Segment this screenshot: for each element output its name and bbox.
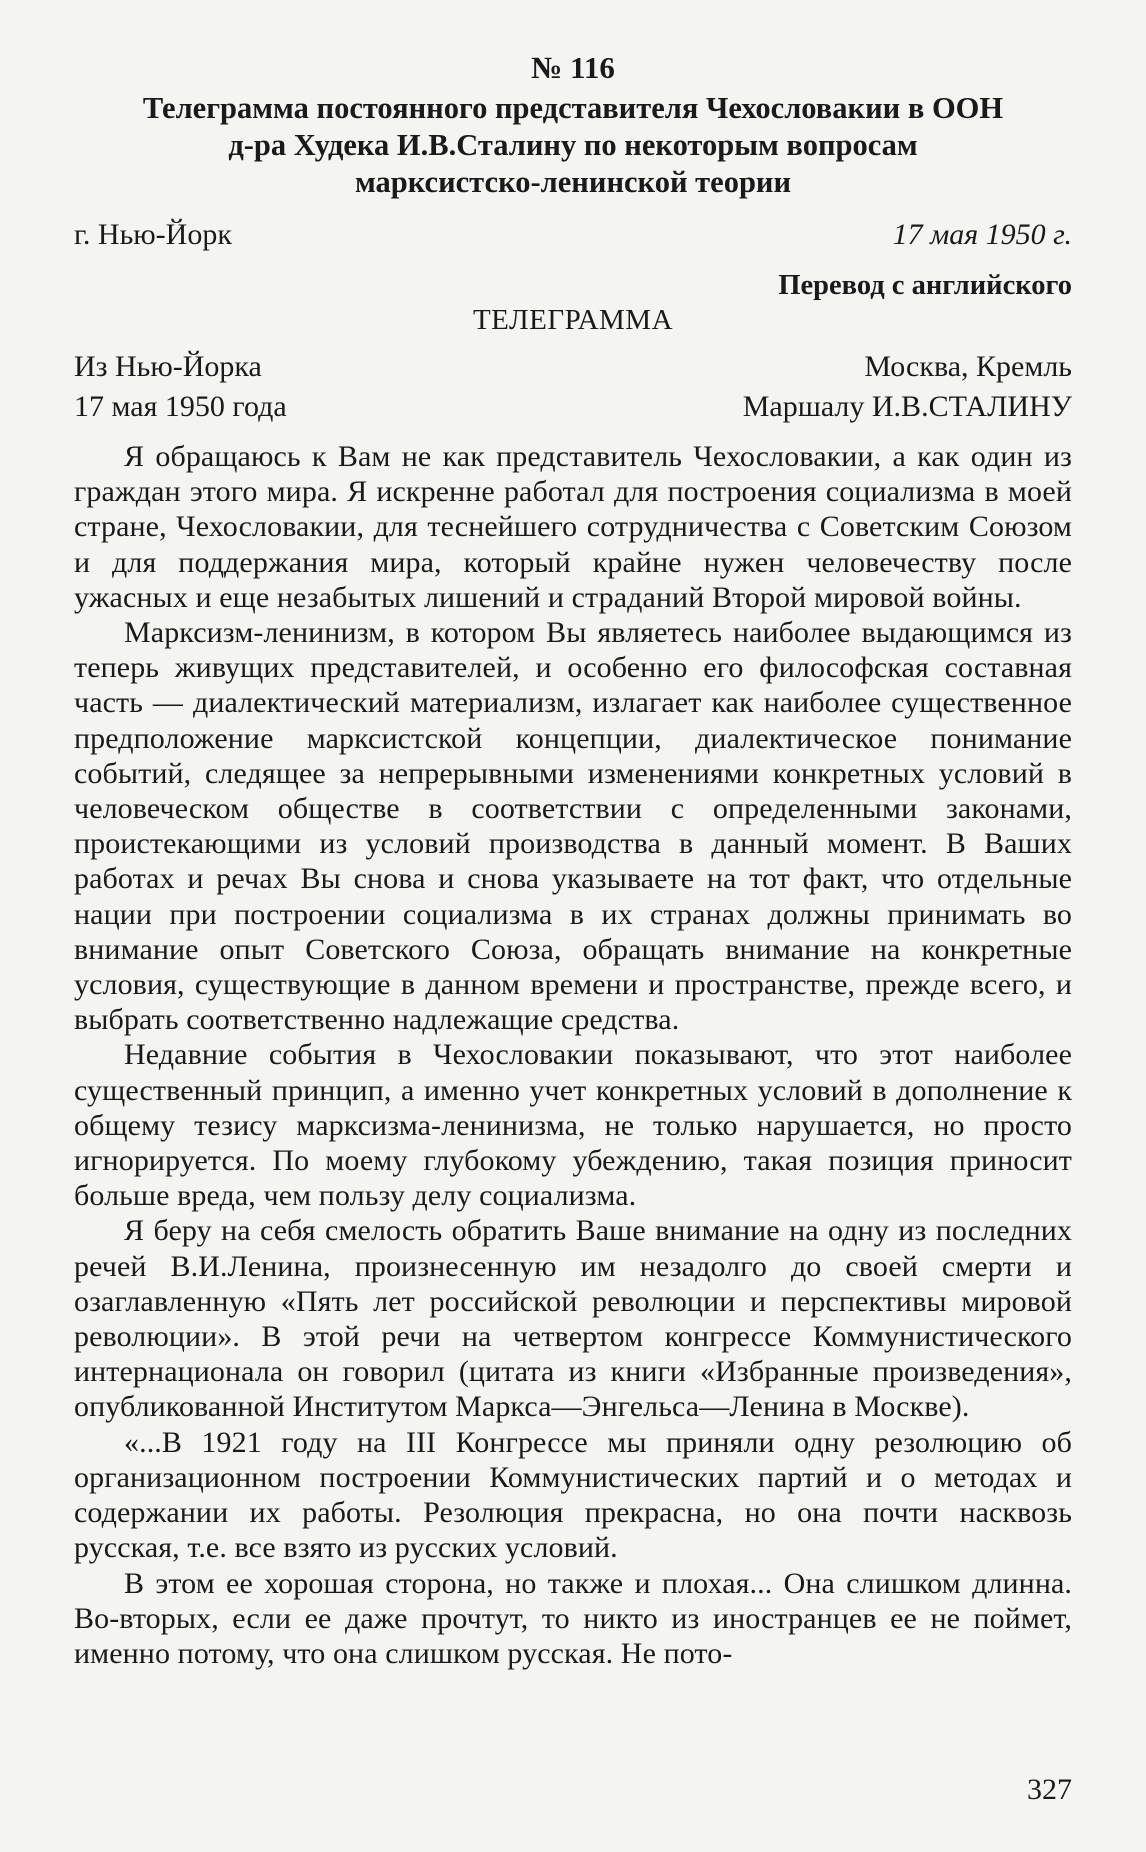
from-date: 17 мая 1950 года bbox=[74, 390, 287, 423]
recipient: Маршалу И.В.СТАЛИНУ bbox=[742, 390, 1072, 423]
document-number: № 116 bbox=[531, 50, 615, 85]
paragraph: Я беру на себя смелость обратить Ваше внимание на одну из последних речей В.И.Ленина, произнесенную им незадолго до своей смерти и озаглавленную «Пять лет российской революции и перспективы мировой революции». В этой речи на четвертом конгрессе Коммунистического интернационала он говорил (цитата из книги «Избранные произведения», опубликованной Институтом Маркса—Энгельса—Ленина в Москве). bbox=[74, 1214, 1072, 1424]
page-content bbox=[74, 50, 1072, 1671]
to-place: Москва, Кремль bbox=[864, 350, 1072, 383]
paragraph: Я обращаюсь к Вам не как представитель Чехословакии, а как один из граждан этого мира. Я искренне работал для построения социализма в моей стране, Чехословакии, для теснейшего сотрудничества с Советским Союзом и для поддержания мира, который крайне нужен человечеству после ужасных и еще незабытых лишений и страданий Второй мировой войны. bbox=[74, 440, 1072, 614]
paragraph: Недавние события в Чехословакии показывают, что этот наиболее существенный принцип, а именно учет конкретных условий в дополнение к общему тезису марксизма-ленинизма, не только нарушается, но просто игнорируется. По моему глубокому убеждению, такая позиция приносит больше вреда, чем пользу делу социализма. bbox=[74, 1038, 1072, 1213]
address-row bbox=[74, 347, 1072, 387]
paragraph: Марксизм-ленинизм, в котором Вы являетесь наиболее выдающимся из теперь живущих представителей, и особенно его философская составная часть — диалектический материализм, излагает как наиболее существенное предположение марксистской концепции, диалектическое понимание событий, следящее за непрерывными изменениями конкретных условий в человеческом обществе в соответствии с определенными законами, проистекающими из условий производства в данный момент. В Ваших работах и речах Вы снова и снова указываете на тот факт, что отдельные нации при построении социализма в их странах должны принимать во внимание опыт Советского Союза, обращать внимание на конкретные условия, существующие в данном времени и пространстве, прежде всего, и выбрать соответственно надлежащие средства. bbox=[74, 616, 1072, 1037]
title-line: Телеграмма постоянного представителя Чехословакии в ООН bbox=[142, 91, 1004, 125]
title-line: марксистско-ленинской теории bbox=[354, 165, 792, 199]
telegram-heading: ТЕЛЕГРАММА bbox=[472, 304, 674, 336]
address-row bbox=[74, 387, 1072, 427]
translation-note: Перевод с английского bbox=[778, 270, 1072, 301]
title-line: д-ра Худека И.В.Сталину по некоторым вопросам bbox=[228, 128, 918, 162]
paragraph: В этом ее хорошая сторона, но также и плохая... Она слишком длинна. Во-вторых, если ее даже прочтут, то никто из иностранцев ее не поймет, именно потому, что она слишком русская. Не пото- bbox=[74, 1566, 1072, 1670]
place-date-line bbox=[74, 217, 1072, 253]
page-number: 327 bbox=[1027, 1773, 1072, 1806]
paragraph: «...В 1921 году на III Конгрессе мы приняли одну резолюцию об организационном построении Коммунистических партий и о методах и содержании их работы. Резолюция прекрасна, но она почти насквозь русская, т.е. все взято из русских условий. bbox=[74, 1425, 1072, 1565]
document-place: г. Нью-Йорк bbox=[74, 218, 232, 251]
address-block bbox=[74, 347, 1072, 427]
from-place: Из Нью-Йорка bbox=[74, 350, 262, 383]
document-title bbox=[74, 90, 1072, 201]
body-text bbox=[74, 439, 1072, 1671]
document-date: 17 мая 1950 г. bbox=[892, 218, 1072, 251]
